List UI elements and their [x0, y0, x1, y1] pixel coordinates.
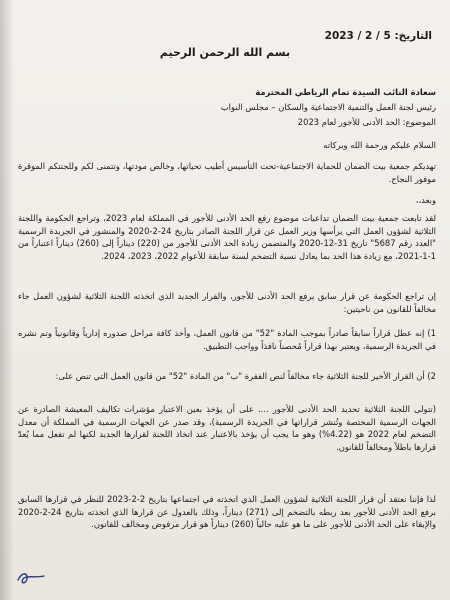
objection-paragraph: إن تراجع الحكومة عن قرار سابق برفع الحد الأدنى للأجور، والقرار الجديد الذي اتخذته اللجنة الثلاثية لشؤون العمل جاء مخالفاً للقانون من ناحيتين:: [18, 291, 436, 314]
point-one: 1) إنه عطل قراراً سابقاً صادراً بموجب المادة "52" من قانون العمل، وأخذ كافة مراحل صدوره إدارياً وقانونياً وتم نشره في الجريدة الرسمية، ويعتبر بهذا قراراً مُحصناً نافذاً وواجب التطبيق.: [18, 328, 436, 351]
conclusion-paragraph: لذا فإننا نعتقد أن قرار اللجنة الثلاثية لشؤون العمل الذي اتخذته في اجتماعها بتاريخ 2-2-2023 للنظر في قرارها السابق برفع الحد الأدنى للأجور بعد ربطه بالتضخم إلى (271) ديناراً، وذلك بالعدول عن قرارها الذي اتخذته بتاريخ 24-2-2020 والإبقاء على الحد الأدنى للأجور على ما هو عليه حالياً (260) ديناراً هو قرار مرفوض ومخالف للقانون.: [18, 494, 437, 529]
context-paragraph: لقد تابعت جمعية بيت الضمان تداعيات موضوع رفع الحد الأدنى للأجور في المملكة لعام 2023، وتراجع الحكومة واللجنة الثلاثية لشؤون العمل التي يرأسها وزير العمل عن قرار اللجنة الصادر بتاريخ 24-2-2020 والمنشور في الجريدة الرسمية "العدد رقم 5687" تاريخ 31-12-2020 والمتضمن زيادة الحد الأدنى للأجور من (220) ديناراً إلى (260) ديناراً اعتباراً من 1-1-2021، مع زيادة هذا الحد بما يعادل نسبة التضخم لسنة سابقة للأعوام 2022، 2023، 2024.: [18, 213, 437, 261]
transition-line: وبعد،،: [415, 195, 436, 205]
point-two: 2) أن القرار الأخير للجنة الثلاثية جاء مخالفاً لنص الفقرة "ب" من المادة "52" من قانون العمل التي تنص على:: [55, 371, 436, 381]
basmala-heading: بسم الله الرحمن الرحيم: [159, 46, 291, 59]
greeting-line: السلام عليكم ورحمة الله وبركاته: [323, 140, 436, 150]
signature-mark: [14, 564, 54, 588]
page-shadow: [0, 0, 14, 600]
subject-line: الموضوع: الحد الأدنى للأجور لعام 2023: [297, 117, 436, 127]
recipient-line: سعادة النائب السيدة تمام الرياطي المحترمة: [255, 87, 436, 97]
intro-paragraph: تهديكم جمعية بيت الضمان للحماية الاجتماعية-تحت التأسيس أطيب تحياتها، وخالص مودتها، وتتمنى لكم وللجنتكم الموقرة موفور النجاح.: [18, 161, 436, 184]
law-quote-paragraph: (تتولى اللجنة الثلاثية تحديد الحد الأدنى للأجور .... على أن يؤخذ بعين الاعتبار مؤشرات تكاليف المعيشة الصادرة عن الجهات الرسمية المختصة وتُنشر قراراتها في الجريدة الرسمية)، وقد صدر عن الجهات الرسمية في المملكة أن معدل التضخم لعام 2022 هو (4.22%) وهو ما يجب أن يؤخذ بالاعتبار عند اتخاذ اللجنة لقرارها الجديد لكنها لم تفعل مما يُعدّ قرارها باطلاً ومخالفاً للقانون.: [18, 404, 436, 452]
committee-line: رئيس لجنة العمل والتنمية الاجتماعية والسكان – مجلس النواب: [220, 102, 436, 112]
letter-date: التاريخ: 5 / 2 / 2023: [324, 30, 432, 42]
